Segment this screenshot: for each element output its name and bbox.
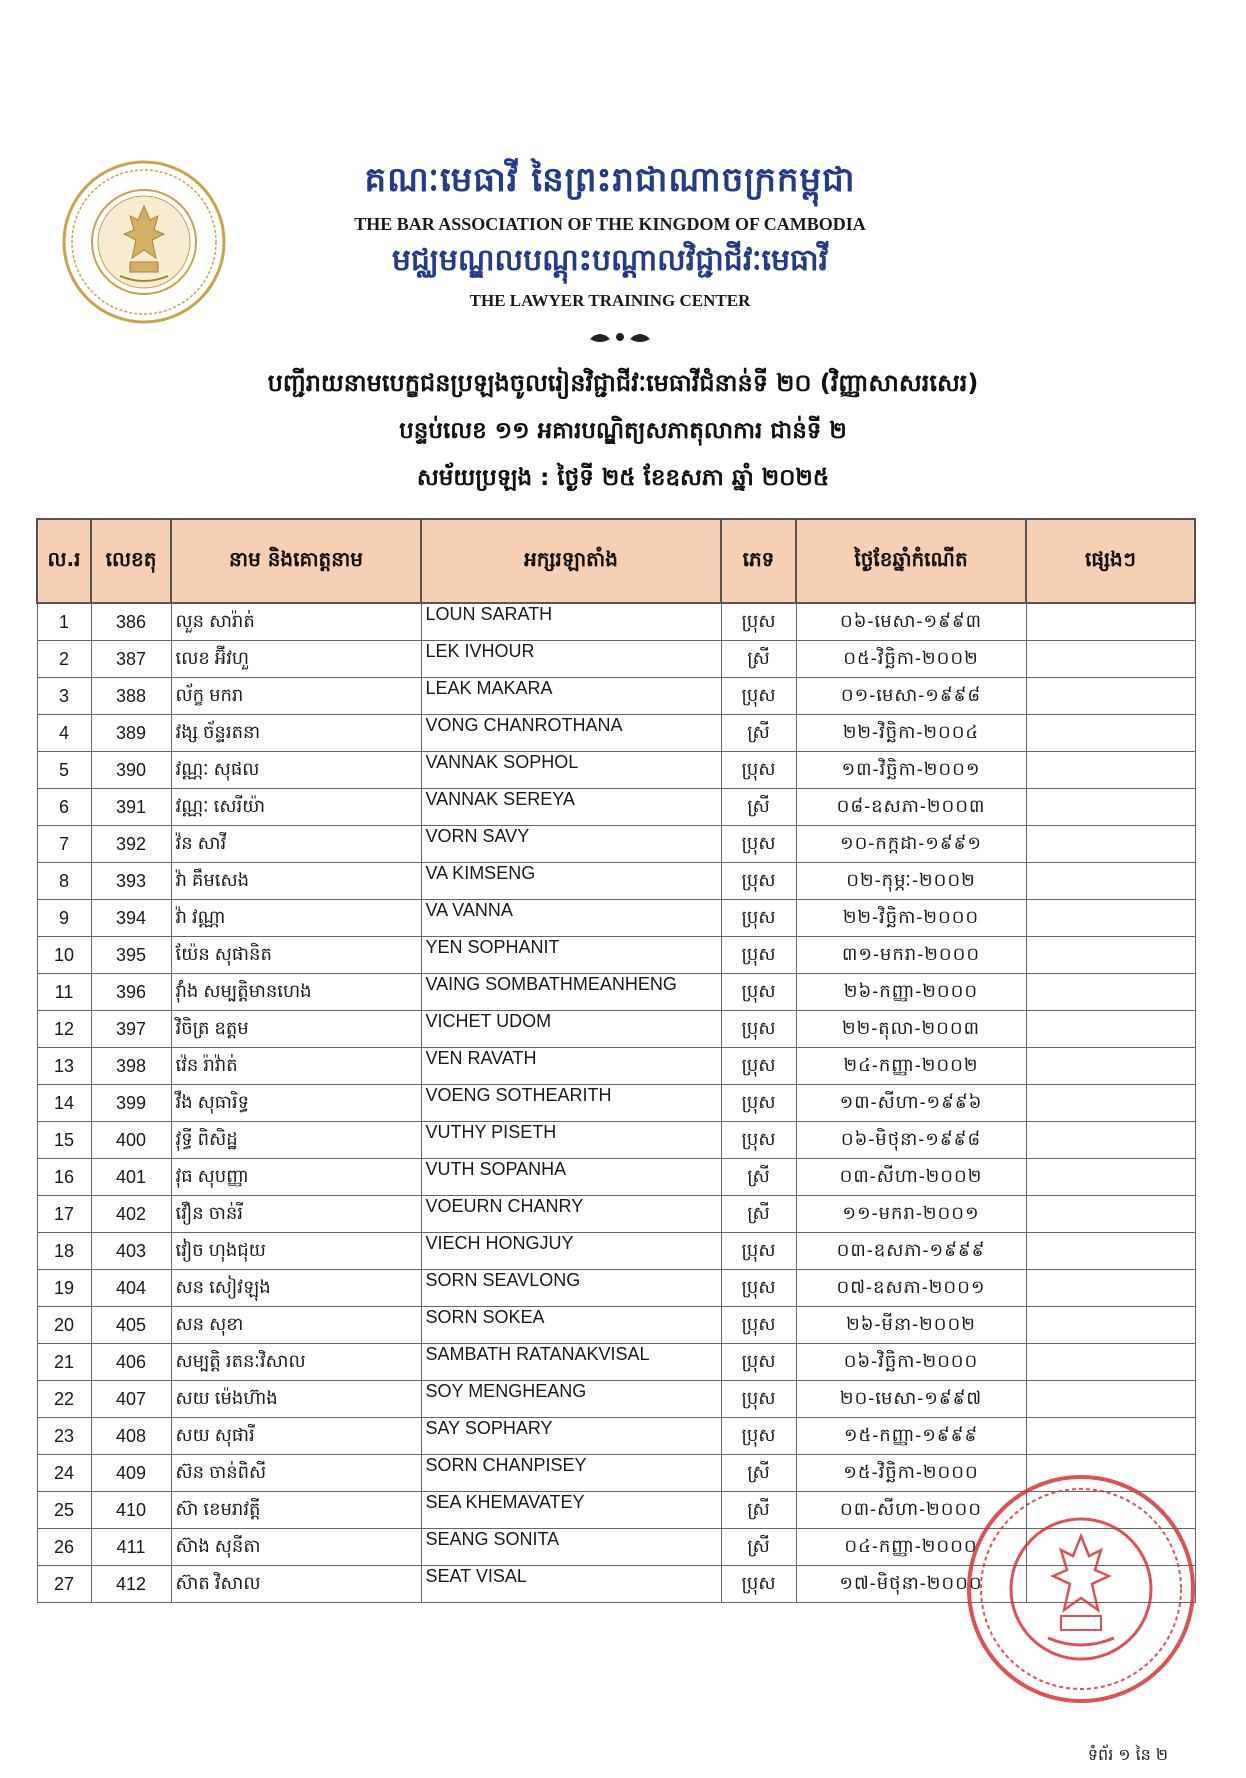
candidate-name-khmer: វណ្ណៈ សុផល [171,752,421,789]
candidate-sex: ប្រុស [721,1122,796,1159]
candidate-birth-date: ១៥-កញ្ញា-១៩៩៩ [796,1418,1026,1455]
table-row [37,1159,1195,1196]
candidate-name-latin: VAING SOMBATHMEANHENG [421,974,721,1011]
candidate-sex: ប្រុស [721,1566,796,1603]
candidate-birth-date: ២៤-កញ្ញា-២០០២ [796,1048,1026,1085]
candidate-birth-date: ១៥-វិច្ឆិកា-២០០០ [796,1455,1026,1492]
candidate-note [1026,937,1195,974]
candidate-sex: ប្រុស [721,752,796,789]
candidate-name-latin: SAMBATH RATANAKVISAL [421,1344,721,1381]
candidate-birth-date: ១១-មករា-២០០១ [796,1196,1026,1233]
desk-number: 387 [91,641,171,678]
candidate-note [1026,641,1195,678]
candidate-name-latin: VONG CHANROTHANA [421,715,721,752]
candidate-birth-date: ០៤-កញ្ញា-២០០០ [796,1529,1026,1566]
col-header-desk: លេខតុ [91,519,171,603]
candidate-birth-date: ០៣-ឧសភា-១៩៩៩ [796,1233,1026,1270]
candidate-birth-date: ២២-វិច្ឆិកា-២០០០ [796,900,1026,937]
candidate-name-latin: SEA KHEMAVATEY [421,1492,721,1529]
table-row [37,603,1195,641]
candidate-birth-date: ០៦-វិច្ឆិកា-២០០០ [796,1344,1026,1381]
table-row [37,1381,1195,1418]
desk-number: 397 [91,1011,171,1048]
table-row [37,1307,1195,1344]
row-number: 22 [37,1381,91,1418]
desk-number: 400 [91,1122,171,1159]
table-row [37,1233,1195,1270]
candidate-note [1026,1418,1195,1455]
table-row [37,974,1195,1011]
candidate-note [1026,1270,1195,1307]
candidate-sex: ប្រុស [721,1381,796,1418]
table-row [37,937,1195,974]
candidate-name-latin: SOY MENGHEANG [421,1381,721,1418]
exam-date: សម័យប្រឡង : ថ្ងៃទី ២៥ ខែឧសភា ឆ្នាំ ២០២៥ [416,465,830,491]
candidate-sex: ប្រុស [721,1233,796,1270]
candidate-sex: ប្រុស [721,1307,796,1344]
candidate-name-latin: VUTHY PISETH [421,1122,721,1159]
candidate-note [1026,974,1195,1011]
candidate-birth-date: ១៣-សីហា-១៩៩៦ [796,1085,1026,1122]
row-number: 18 [37,1233,91,1270]
candidate-name-latin: VOENG SOTHEARITH [421,1085,721,1122]
desk-number: 402 [91,1196,171,1233]
desk-number: 388 [91,678,171,715]
desk-number: 404 [91,1270,171,1307]
row-number: 14 [37,1085,91,1122]
desk-number: 409 [91,1455,171,1492]
candidate-birth-date: ៣១-មករា-២០០០ [796,937,1026,974]
candidate-name-latin: VICHET UDOM [421,1011,721,1048]
candidate-note [1026,1085,1195,1122]
candidate-name-khmer: ស៊ាង សុនីតា [171,1529,421,1566]
candidate-name-latin: LOUN SARATH [421,603,721,641]
row-number: 26 [37,1529,91,1566]
candidate-birth-date: ០៦-មេសា-១៩៩៣ [796,603,1026,641]
row-number: 15 [37,1122,91,1159]
candidate-note [1026,715,1195,752]
candidate-birth-date: ២២-តុលា-២០០៣ [796,1011,1026,1048]
row-number: 19 [37,1270,91,1307]
row-number: 5 [37,752,91,789]
candidate-note [1026,1011,1195,1048]
candidate-name-khmer: ស៊ា ខេមរាវត្តី [171,1492,421,1529]
desk-number: 399 [91,1085,171,1122]
candidate-birth-date: ២៦-កញ្ញា-២០០០ [796,974,1026,1011]
candidate-name-khmer: វិចិត្រ ឧត្តម [171,1011,421,1048]
col-header-latin: អក្សរឡាតាំង [421,519,721,603]
row-number: 17 [37,1196,91,1233]
col-header-name: នាម និងគោត្តនាម [171,519,421,603]
candidate-birth-date: ០៧-ឧសភា-២០០១ [796,1270,1026,1307]
desk-number: 408 [91,1418,171,1455]
candidate-note [1026,1048,1195,1085]
candidate-table [36,518,1196,1603]
candidate-birth-date: ១៣-វិច្ឆិកា-២០០១ [796,752,1026,789]
row-number: 7 [37,826,91,863]
candidate-note [1026,1122,1195,1159]
col-header-dob: ថ្ងៃខែឆ្នាំកំណើត [796,519,1026,603]
candidate-name-latin: SORN CHANPISEY [421,1455,721,1492]
candidate-name-khmer: លួន សារ៉ាត់ [171,603,421,641]
candidate-name-latin: YEN SOPHANIT [421,937,721,974]
candidate-name-khmer: វៀច ហុងជុយ [171,1233,421,1270]
table-body [37,603,1195,1603]
candidate-sex: ប្រុស [721,1011,796,1048]
row-number: 8 [37,863,91,900]
candidate-name-latin: SORN SEAVLONG [421,1270,721,1307]
desk-number: 396 [91,974,171,1011]
candidate-sex: ប្រុស [721,1085,796,1122]
center-name-english: THE LAWYER TRAINING CENTER [469,291,751,310]
candidate-name-khmer: សម្បត្តិ រតនៈវិសាល [171,1344,421,1381]
table-row [37,715,1195,752]
candidate-note [1026,1344,1195,1381]
bar-association-seal-icon [60,158,228,326]
table-row [37,641,1195,678]
candidate-sex: ប្រុស [721,1048,796,1085]
candidate-name-latin: SAY SOPHARY [421,1418,721,1455]
row-number: 16 [37,1159,91,1196]
candidate-note [1026,752,1195,789]
table-row [37,1196,1195,1233]
desk-number: 405 [91,1307,171,1344]
col-header-no: ល.រ [37,519,91,603]
table-row [37,863,1195,900]
candidate-name-khmer: យ៉ែន សុផានិត [171,937,421,974]
candidate-name-khmer: សន សុខា [171,1307,421,1344]
candidate-name-khmer: វឹង សុធារិទ្ធ [171,1085,421,1122]
candidate-sex: ប្រុស [721,826,796,863]
candidate-sex: ប្រុស [721,678,796,715]
candidate-note [1026,1159,1195,1196]
row-number: 13 [37,1048,91,1085]
row-number: 4 [37,715,91,752]
candidate-sex: ប្រុស [721,900,796,937]
candidate-name-khmer: វុធ សុបញ្ញា [171,1159,421,1196]
candidate-birth-date: ០៦-មិថុនា-១៩៩៨ [796,1122,1026,1159]
candidate-note [1026,863,1195,900]
center-name-khmer: មជ្ឈមណ្ឌលបណ្តុះបណ្តាលវិជ្ជាជីវៈមេធាវី [391,243,829,278]
candidate-birth-date: ១០-កក្កដា-១៩៩១ [796,826,1026,863]
candidate-sex: ប្រុស [721,974,796,1011]
candidate-name-khmer: វឿន ចាន់រី [171,1196,421,1233]
row-number: 9 [37,900,91,937]
candidate-name-latin: VANNAK SEREYA [421,789,721,826]
table-row [37,1085,1195,1122]
candidate-sex: ស្រី [721,1492,796,1529]
candidate-name-khmer: លេខ អ៊ីវហួ [171,641,421,678]
table-row [37,900,1195,937]
row-number: 1 [37,603,91,641]
col-header-note: ផ្សេងៗ [1026,519,1195,603]
candidate-sex: ប្រុស [721,1344,796,1381]
candidate-birth-date: ០៨-ឧសភា-២០០៣ [796,789,1026,826]
candidate-sex: ស្រី [721,789,796,826]
candidate-note [1026,1307,1195,1344]
row-number: 25 [37,1492,91,1529]
candidate-sex: ស្រី [721,1196,796,1233]
desk-number: 394 [91,900,171,937]
candidate-sex: ស្រី [721,1455,796,1492]
desk-number: 412 [91,1566,171,1603]
candidate-note [1026,1233,1195,1270]
candidate-sex: ប្រុស [721,863,796,900]
official-red-stamp-icon [962,1470,1200,1708]
row-number: 2 [37,641,91,678]
candidate-sex: ប្រុស [721,1418,796,1455]
table-row [37,826,1195,863]
organization-name-english: THE BAR ASSOCIATION OF THE KINGDOM OF CAMBODIA [354,214,866,234]
page-number: ទំព័រ ១ នៃ ២ [1087,1745,1168,1764]
candidate-name-latin: VEN RAVATH [421,1048,721,1085]
row-number: 23 [37,1418,91,1455]
row-number: 6 [37,789,91,826]
candidate-birth-date: ០៥-វិច្ឆិកា-២០០២ [796,641,1026,678]
candidate-name-khmer: វ៉ា វណ្ណា [171,900,421,937]
candidate-note [1026,900,1195,937]
candidate-name-khmer: សន សៀវឡុង [171,1270,421,1307]
organization-name-khmer: គណៈមេធាវី នៃព្រះរាជាណាចក្រកម្ពុជា [364,160,856,200]
table-row [37,1011,1195,1048]
table-row [37,1418,1195,1455]
candidate-name-khmer: ស៊ាត វិសាល [171,1566,421,1603]
desk-number: 395 [91,937,171,974]
candidate-note [1026,1381,1195,1418]
candidate-name-khmer: វង្ស ច័ន្ទរតនា [171,715,421,752]
row-number: 21 [37,1344,91,1381]
document-titles [0,368,1246,497]
candidate-name-latin: SORN SOKEA [421,1307,721,1344]
candidate-name-khmer: សយ ម៉េងហ៊ាង [171,1381,421,1418]
candidate-note [1026,678,1195,715]
candidate-birth-date: ០២-កុម្ភៈ-២០០២ [796,863,1026,900]
room-location: បន្ទប់លេខ ១១ អគារបណ្ឌិត្យសភាតុលាការ ជាន់ទី ២ [399,418,847,444]
candidate-name-latin: VORN SAVY [421,826,721,863]
desk-number: 411 [91,1529,171,1566]
candidate-name-khmer: ល័ក្ខ មករា [171,678,421,715]
candidate-name-latin: VOEURN CHANRY [421,1196,721,1233]
candidate-note [1026,789,1195,826]
desk-number: 407 [91,1381,171,1418]
candidate-birth-date: ២២-វិច្ឆិកា-២០០៤ [796,715,1026,752]
candidate-name-khmer: វ៉ន សាវី [171,826,421,863]
candidate-name-latin: SEAT VISAL [421,1566,721,1603]
table-row [37,1048,1195,1085]
candidate-note [1026,826,1195,863]
candidate-note [1026,603,1195,641]
desk-number: 386 [91,603,171,641]
candidate-sex: ប្រុស [721,937,796,974]
candidate-name-khmer: វុទ្ធី ពិសិដ្ឋ [171,1122,421,1159]
candidate-name-latin: VANNAK SOPHOL [421,752,721,789]
table-header-row [37,519,1195,603]
desk-number: 406 [91,1344,171,1381]
desk-number: 410 [91,1492,171,1529]
candidate-name-khmer: វណ្ណៈ សេរីយ៉ា [171,789,421,826]
ornament-divider-icon [580,325,660,349]
candidate-name-latin: LEAK MAKARA [421,678,721,715]
candidate-name-khmer: ស៊ន ចាន់ពិសី [171,1455,421,1492]
candidate-name-latin: VIECH HONGJUY [421,1233,721,1270]
desk-number: 389 [91,715,171,752]
candidate-name-khmer: វ៉ាំង សម្បត្តិមានហេង [171,974,421,1011]
candidate-name-khmer: វ៉ា គឹមសេង [171,863,421,900]
candidate-name-latin: VA VANNA [421,900,721,937]
candidate-birth-date: ០១-មេសា-១៩៩៨ [796,678,1026,715]
letterhead [250,150,970,311]
candidate-name-latin: VUTH SOPANHA [421,1159,721,1196]
candidate-sex: ប្រុស [721,1270,796,1307]
candidate-sex: ស្រី [721,1159,796,1196]
candidate-birth-date: ០៣-សីហា-២០០២ [796,1159,1026,1196]
table-row [37,1122,1195,1159]
candidate-name-khmer: វ៉េន រ៉ាវ៉ាត់ [171,1048,421,1085]
table-row [37,1344,1195,1381]
row-number: 12 [37,1011,91,1048]
desk-number: 390 [91,752,171,789]
candidate-sex: ស្រី [721,641,796,678]
desk-number: 393 [91,863,171,900]
candidate-birth-date: ១៧-មិថុនា-២០០០ [796,1566,1026,1603]
candidate-sex: ស្រី [721,1529,796,1566]
table-row [37,1270,1195,1307]
desk-number: 401 [91,1159,171,1196]
candidate-birth-date: ២៦-មីនា-២០០២ [796,1307,1026,1344]
row-number: 3 [37,678,91,715]
candidate-note [1026,1196,1195,1233]
candidate-sex: ប្រុស [721,603,796,641]
row-number: 24 [37,1455,91,1492]
candidate-name-latin: LEK IVHOUR [421,641,721,678]
table-row [37,789,1195,826]
desk-number: 403 [91,1233,171,1270]
candidate-name-latin: SEANG SONITA [421,1529,721,1566]
candidate-sex: ស្រី [721,715,796,752]
desk-number: 398 [91,1048,171,1085]
list-title: បញ្ជីរាយនាមបេក្ខជនប្រឡងចូលរៀនវិជ្ជាជីវៈមេធាវីជំនាន់ទី ២០ (វិញ្ញាសាសរសេរ) [267,369,979,397]
desk-number: 391 [91,789,171,826]
desk-number: 392 [91,826,171,863]
row-number: 20 [37,1307,91,1344]
candidate-name-khmer: សយ សុផារី [171,1418,421,1455]
table-row [37,752,1195,789]
candidate-name-latin: VA KIMSENG [421,863,721,900]
candidate-birth-date: ០៣-សីហា-២០០០ [796,1492,1026,1529]
row-number: 11 [37,974,91,1011]
candidate-birth-date: ២០-មេសា-១៩៩៧ [796,1381,1026,1418]
col-header-sex: ភេទ [721,519,796,603]
row-number: 10 [37,937,91,974]
row-number: 27 [37,1566,91,1603]
table-row [37,678,1195,715]
